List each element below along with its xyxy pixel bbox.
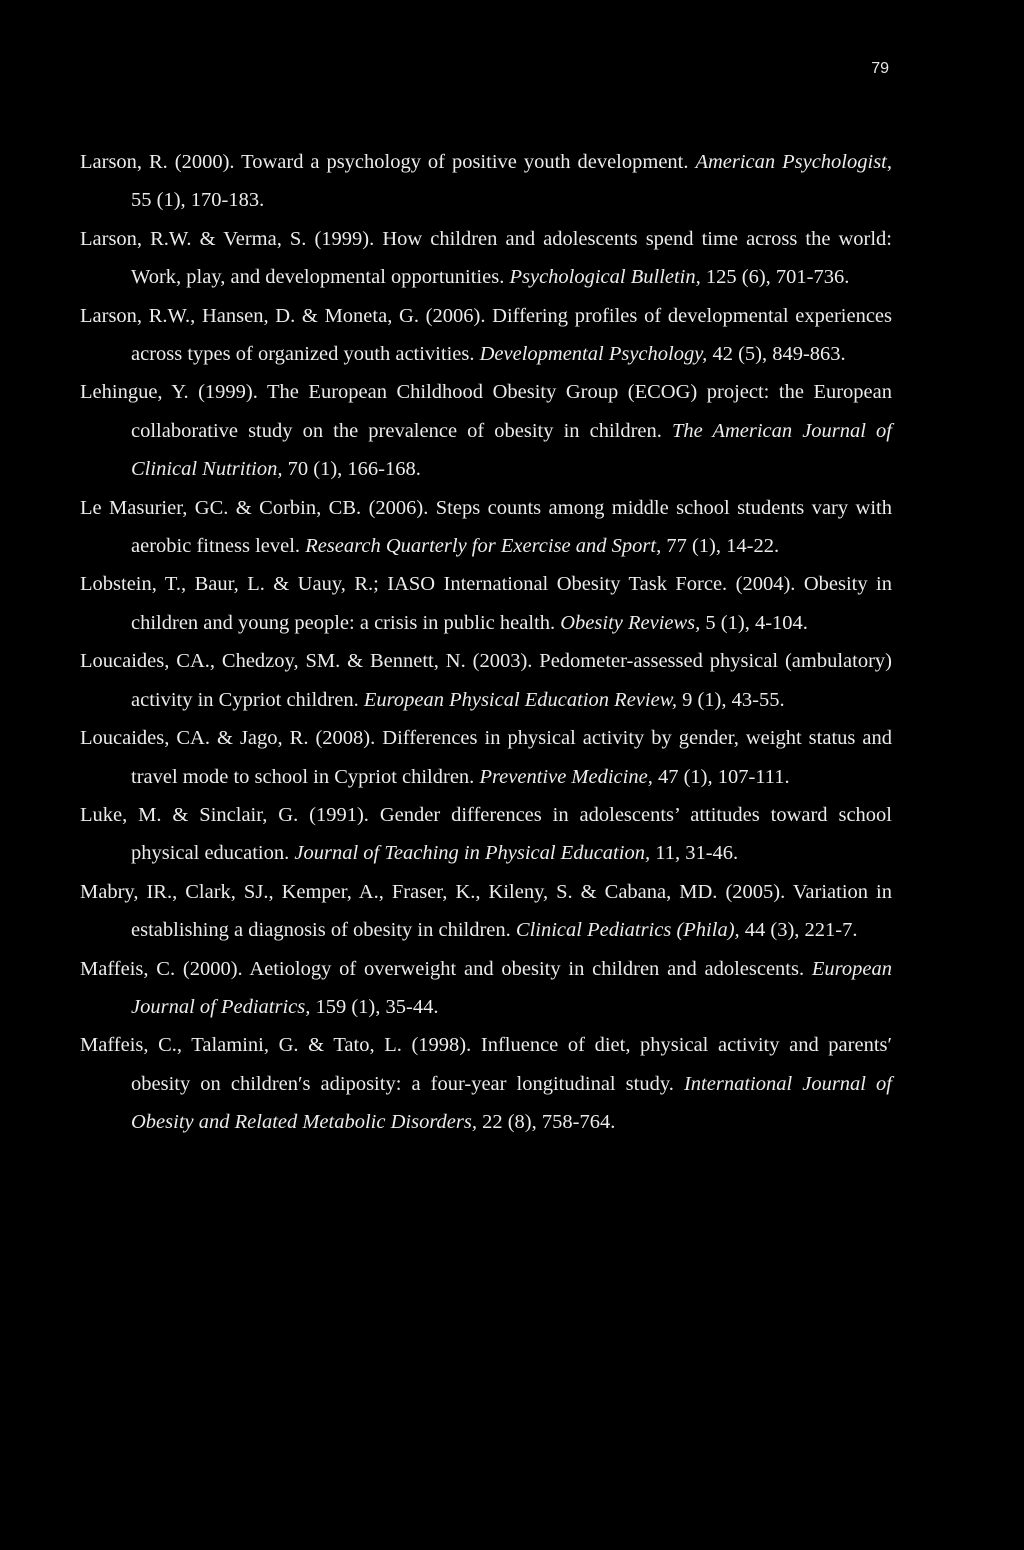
reference-text: Le Masurier, GC. & Corbin, CB. (2006). Steps counts among middle school students vary with aerobic fitness level. xyxy=(80,496,892,558)
journal-title: The American Journal of Clinical Nutrition, xyxy=(131,419,892,481)
reference-text: Larson, R.W. & Verma, S. (1999). How children and adolescents spend time across the world: Work, play, and developmental opportunities. xyxy=(80,227,892,289)
reference-entry xyxy=(80,143,892,220)
reference-entry xyxy=(80,950,892,1027)
reference-volume-pages: 11, 31-46. xyxy=(650,842,739,865)
journal-title: Clinical Pediatrics (Phila), xyxy=(515,919,740,942)
journal-title: Journal of Teaching in Physical Education, xyxy=(294,842,651,865)
reference-text: Loucaides, CA. & Jago, R. (2008). Differences in physical activity by gender, weight status and travel mode to school in Cypriot children. xyxy=(80,727,892,788)
reference-entry xyxy=(80,873,892,950)
journal-title: European Journal of Pediatrics, xyxy=(131,957,892,1018)
journal-title: American Psychologist, xyxy=(695,151,892,173)
reference-entry xyxy=(80,565,892,642)
page-number: 79 xyxy=(871,60,889,77)
reference-volume-pages: 42 (5), 849-863. xyxy=(707,343,846,366)
reference-entry xyxy=(80,719,892,796)
reference-volume-pages: 70 (1), 166-168. xyxy=(282,458,421,481)
reference-entry xyxy=(80,796,892,873)
journal-title: European Physical Education Review, xyxy=(363,688,677,711)
reference-text: Maffeis, C., Talamini, G. & Tato, L. (1998). Influence of diet, physical activity and parents′ obesity on children′s adiposity: a four-year longitudinal study. xyxy=(80,1034,892,1095)
reference-text: Lehingue, Y. (1999). The European Childhood Obesity Group (ECOG) project: the European collaborative study on the prevalence of obesity in children. xyxy=(80,381,892,442)
reference-volume-pages: 77 (1), 14-22. xyxy=(661,535,780,558)
journal-title: Research Quarterly for Exercise and Sport, xyxy=(305,535,662,558)
reference-entry xyxy=(80,220,892,297)
reference-entry xyxy=(80,297,892,374)
reference-text: Mabry, IR., Clark, SJ., Kemper, A., Fraser, K., Kileny, S. & Cabana, MD. (2005). Variation in establishing a diagnosis of obesity in children. xyxy=(80,880,892,942)
journal-title: International Journal of Obesity and Related Metabolic Disorders, xyxy=(131,1072,893,1134)
reference-entry xyxy=(80,489,892,566)
reference-volume-pages: 22 (8), 758-764. xyxy=(476,1111,616,1134)
reference-volume-pages: 9 (1), 43-55. xyxy=(676,688,785,711)
reference-list xyxy=(80,143,892,1142)
reference-text: Larson, R. (2000). Toward a psychology of positive youth development. xyxy=(80,151,696,173)
reference-volume-pages: 125 (6), 701-736. xyxy=(700,266,850,289)
reference-text: Maffeis, C. (2000). Aetiology of overweight and obesity in children and adolescents. xyxy=(80,957,812,980)
journal-title: Psychological Bulletin, xyxy=(509,266,701,289)
reference-text: Luke, M. & Sinclair, G. (1991). Gender differences in adolescents’ attitudes toward school physical education. xyxy=(80,803,892,865)
reference-volume-pages: 5 (1), 4-104. xyxy=(700,611,808,634)
reference-volume-pages: 47 (1), 107-111. xyxy=(652,765,790,788)
reference-volume-pages: 159 (1), 35-44. xyxy=(310,995,439,1018)
reference-volume-pages: 55 (1), 170-183. xyxy=(131,189,265,212)
reference-entry xyxy=(80,642,892,719)
reference-entry xyxy=(80,1026,892,1141)
reference-text: Lobstein, T., Baur, L. & Uauy, R.; IASO International Obesity Task Force. (2004). Obesity in children and young people: a crisis in public health. xyxy=(80,573,892,634)
reference-text: Larson, R.W., Hansen, D. & Moneta, G. (2006). Differing profiles of developmental experiences across types of organized youth activities. xyxy=(80,304,892,366)
reference-text: Loucaides, CA., Chedzoy, SM. & Bennett, N. (2003). Pedometer-assessed physical (ambulatory) activity in Cypriot children. xyxy=(80,650,892,711)
journal-title: Obesity Reviews, xyxy=(560,611,701,634)
journal-title: Preventive Medicine, xyxy=(479,765,653,788)
journal-title: Developmental Psychology, xyxy=(479,343,708,366)
reference-entry xyxy=(80,373,892,488)
reference-volume-pages: 44 (3), 221-7. xyxy=(739,919,858,942)
